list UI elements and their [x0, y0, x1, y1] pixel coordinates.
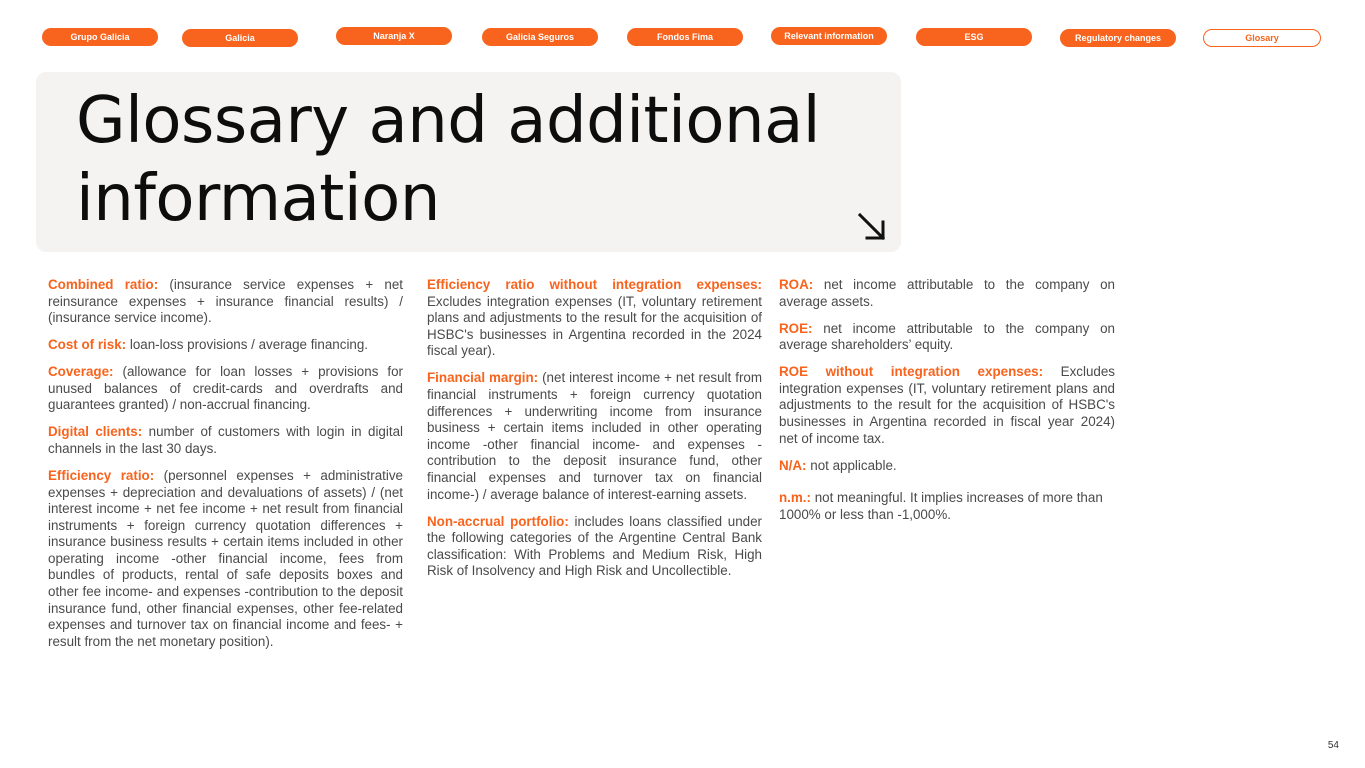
- glossary-entry: [427, 370, 762, 503]
- glossary-definition: number of customers with login in digital channels in the last 30 days.: [48, 424, 403, 456]
- glossary-term: Coverage:: [48, 364, 114, 380]
- page-title: [76, 82, 820, 238]
- tab-galicia[interactable]: Galicia: [182, 29, 298, 47]
- glossary-definition: (allowance for loan losses + provisions for unused balances of credit-cards and overdrafts and guarantees granted) / non-accrual financing.: [48, 364, 403, 413]
- glossary-entry: [48, 468, 403, 651]
- glossary-term: Digital clients:: [48, 424, 143, 440]
- tab-relevant-information[interactable]: Relevant information: [771, 27, 887, 45]
- glossary-term: Efficiency ratio without integration expenses:: [427, 277, 762, 292]
- glossary-term: Financial margin:: [427, 370, 539, 386]
- glossary-entry: [48, 337, 403, 354]
- arrow-down-right-icon: [855, 210, 889, 244]
- glossary-definition: (insurance service expenses + net reinsurance expenses + insurance financial results) / (insurance service income).: [48, 277, 403, 326]
- glossary-definition: not meaningful. It implies increases of more than 1000% or less than -1,000%.: [779, 490, 1103, 522]
- glossary-term: n.m.:: [779, 490, 811, 506]
- glossary-entry: [48, 364, 403, 414]
- page-title-line1: Glossary and additional: [76, 84, 821, 158]
- glossary-entry: [427, 277, 762, 360]
- glossary-definition: includes loans classified under the following categories of the Argentine Central Bank classification: With Problems and Medium Risk, High Risk of Insolvency and High Risk and Uncollectible.: [427, 513, 762, 579]
- glossary-term: Combined ratio:: [48, 277, 159, 292]
- glossary-definition: (net interest income + net result from financial instruments + foreign currency quotation differences + underwriting income from insurance business + certain items included in other operating income -other financial income- and expenses -contribution to the deposit insurance fund, other financial expenses and turnover tax on financial income-) / average balance of interest-earning assets.: [427, 370, 763, 502]
- glossary-entry: [48, 277, 403, 327]
- glossary-entry: [779, 490, 1115, 523]
- glossary-term: Efficiency ratio:: [48, 467, 155, 483]
- glossary-entry: [48, 424, 403, 457]
- tab-grupo-galicia[interactable]: Grupo Galicia: [42, 28, 158, 46]
- glossary-entry: [779, 364, 1115, 447]
- glossary-entry: [779, 321, 1115, 354]
- glossary-definition: Excludes integration expenses (IT, voluntary retirement plans and adjustments to the result for the acquisition of HSBC's businesses in Argentina recorded in the 2024 fiscal year).: [427, 293, 762, 359]
- glossary-term: N/A:: [779, 457, 807, 473]
- tab-fondos-fima[interactable]: Fondos Fima: [627, 28, 743, 46]
- page-number: 54: [1327, 740, 1339, 751]
- glossary-term: ROE:: [779, 320, 813, 336]
- tab-regulatory-changes[interactable]: Regulatory changes: [1060, 29, 1176, 47]
- glossary-definition: (personnel expenses + administrative expenses + depreciation and devaluations of assets) / (net interest income + net fee income + net result from financial instruments + foreign currency quotation differences + insurance business results + certain items included in other operating income -other financial income, fees from bundles of products, rental of safe deposits boxes and other fee income- and expenses -contribution to the deposit insurance fund, other financial expenses, other fee-related expenses and turnover tax on financial income and fees- + result from the net monetary position).: [48, 467, 403, 649]
- tab-naranja-x[interactable]: Naranja X: [336, 27, 452, 45]
- glossary-term: Cost of risk:: [48, 337, 127, 353]
- glossary-entry: [779, 458, 1115, 475]
- glossary-definition: Excludes integration expenses (IT, voluntary retirement plans and adjustments to the result for the acquisition of HSBC's businesses in Argentina recorded in fiscal year 2024) net of income tax.: [779, 364, 1115, 446]
- tab-galicia-seguros[interactable]: Galicia Seguros: [482, 28, 598, 46]
- glossary-definition: loan-loss provisions / average financing.: [126, 337, 369, 353]
- title-panel: [36, 72, 901, 252]
- glossary-term: ROA:: [779, 277, 814, 292]
- glossary-term: Non-accrual portfolio:: [427, 513, 569, 529]
- page-title-line2: information: [76, 162, 440, 236]
- glossary-term: ROE without integration expenses:: [779, 364, 1044, 380]
- glossary-entry: [427, 514, 762, 580]
- glossary-column-3: [779, 277, 1115, 534]
- glossary-definition: net income attributable to the company on average assets.: [779, 277, 1115, 309]
- tab-glosary[interactable]: Glosary: [1203, 29, 1321, 47]
- glossary-entry: [779, 277, 1115, 310]
- glossary-definition: net income attributable to the company on average shareholders’ equity.: [779, 320, 1115, 353]
- glossary-definition: not applicable.: [806, 457, 897, 473]
- glossary-column-2: [427, 277, 762, 590]
- glossary-column-1: [48, 277, 403, 661]
- tab-esg[interactable]: ESG: [916, 28, 1032, 46]
